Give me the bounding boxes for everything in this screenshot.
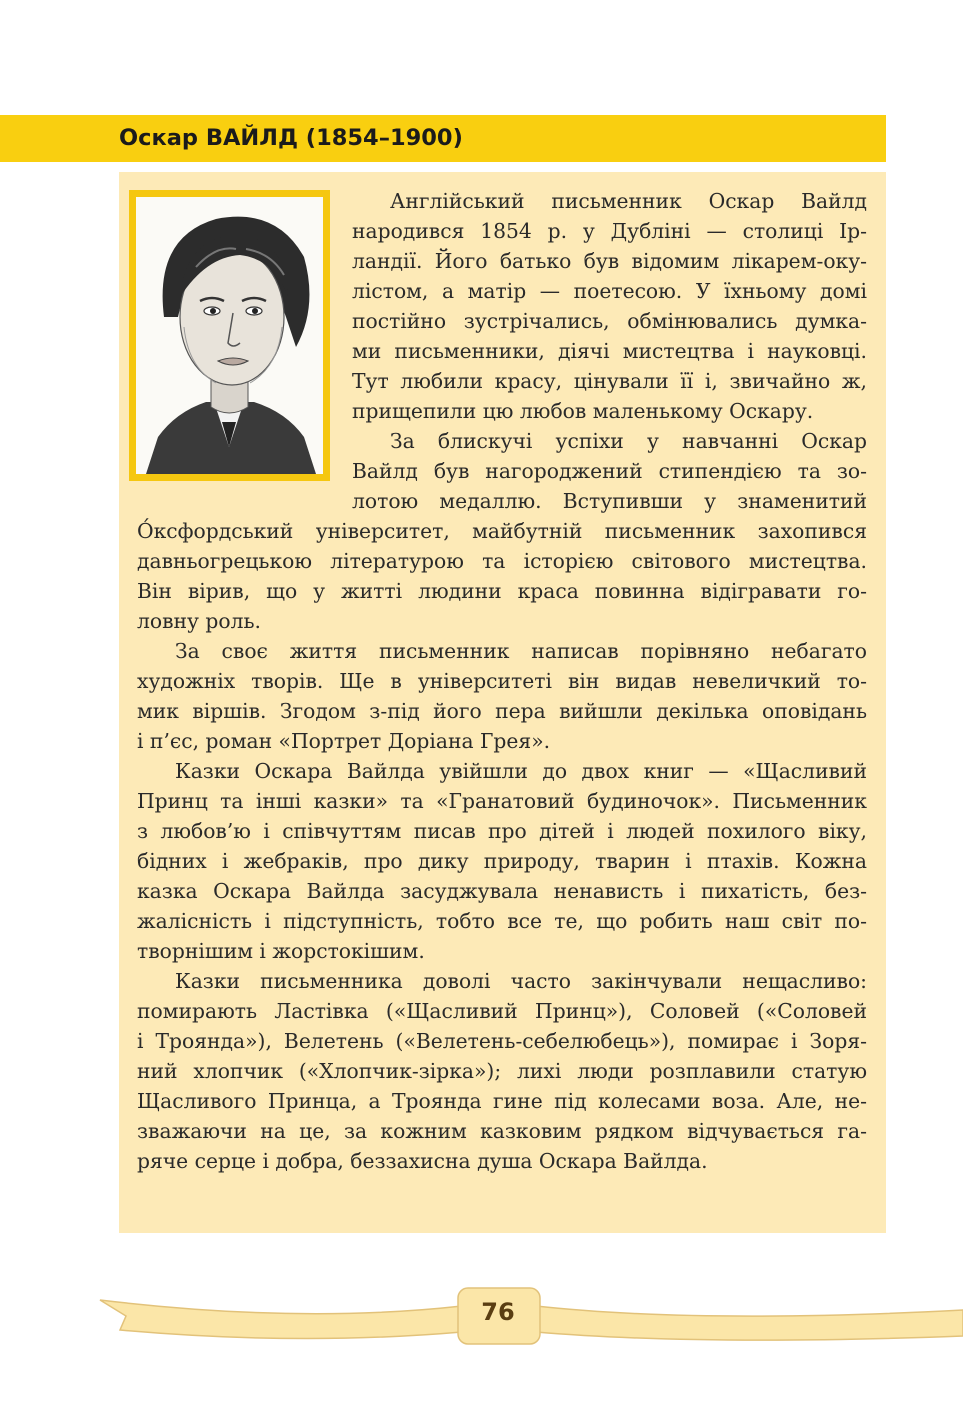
text-line: бідних і жебраків, про дику природу, тварин і птахів. Кожна <box>137 849 867 873</box>
text-line: казка Оскара Вайлда засуджувала ненависть і пихатість, без- <box>137 879 867 903</box>
text-line: народився 1854 р. у Дубліні — столиці Ір- <box>352 219 867 243</box>
text-line: лістом, а матір — поетесою. У їхньому домі <box>352 279 867 303</box>
text-line: лотою медаллю. Вступивши у знаменитий <box>352 489 867 513</box>
text-line: Вайлд був нагороджений стипендією та зо- <box>352 459 867 483</box>
portrait-image <box>136 197 323 474</box>
text-line: За блискучі успіхи у навчанні Оскар <box>390 429 867 453</box>
text-line: і п’єс, роман «Портрет Доріана Грея». <box>137 729 551 753</box>
paragraph-3 <box>137 636 867 756</box>
text-line: помирають Ластівка («Щасливий Принц»), Соловей («Соловей <box>137 999 867 1023</box>
text-line: О́ксфордський університет, майбутній письменник захопився <box>137 519 867 543</box>
paragraph-4 <box>137 756 867 966</box>
portrait-drawing <box>136 197 323 474</box>
text-line: давньогрецькою літературою та історією світового мистецтва. <box>137 549 867 573</box>
text-line: ловну роль. <box>137 609 261 633</box>
text-line: За своє життя письменник написав порівняно небагато <box>175 639 867 663</box>
text-line: ряче серце і добра, беззахисна душа Оскара Вайлда. <box>137 1149 708 1173</box>
text-line: Казки письменника доволі часто закінчували нещасливо: <box>175 969 867 993</box>
text-line: з любов’ю і співчуттям писав про дітей і людей похилого віку, <box>137 819 867 843</box>
text-line: ландії. Його батько був відомим лікарем-оку- <box>352 249 867 273</box>
text-line: Казки Оскара Вайлда увійшли до двох книг — «Щасливий <box>175 759 867 783</box>
text-line: художніх творів. Ще в університеті він видав невеличкий то- <box>137 669 867 693</box>
paragraph-2-wide <box>137 516 867 636</box>
text-line: Щасливого Принца, а Троянда гине під колесами воза. Але, не- <box>137 1089 867 1113</box>
title-bar <box>0 115 886 162</box>
text-line: Тут любили красу, цінували її і, звичайно ж, <box>352 369 867 393</box>
text-line: ний хлопчик («Хлопчик-зірка»); лихі люди розплавили статую <box>137 1059 867 1083</box>
text-line: Англійський письменник Оскар Вайлд <box>390 189 867 213</box>
text-line: прищепили цю любов маленькому Оскару. <box>352 399 814 423</box>
text-line: ми письменники, діячі мистецтва і науковці. <box>352 339 867 363</box>
text-line: жалісність і підступність, тобто все те, що робить наш світ по- <box>137 909 867 933</box>
text-line: Принц та інші казки» та «Гранатовий будиночок». Письменник <box>137 789 867 813</box>
text-line: зважаючи на це, за кожним казковим рядком відчувається га- <box>137 1119 867 1143</box>
paragraph-2-narrow <box>352 426 867 516</box>
text-line: Він вірив, що у житті людини краса повинна відігравати го- <box>137 579 867 603</box>
text-line: і Троянда»), Велетень («Велетень-себелюбець»), помирає і Зоря- <box>137 1029 867 1053</box>
page-title: Оскар ВАЙЛД (1854–1900) <box>119 125 463 151</box>
text-line: творнішим і жорстокішим. <box>137 939 425 963</box>
page-number: 76 <box>481 1298 515 1326</box>
paragraph-1 <box>352 186 867 426</box>
text-line: постійно зустрічались, обмінювались думка- <box>352 309 867 333</box>
text-line: мик віршів. Згодом з-під його пера вийшли декілька оповідань <box>137 699 867 723</box>
portrait-frame <box>129 190 330 481</box>
paragraph-5 <box>137 966 867 1176</box>
